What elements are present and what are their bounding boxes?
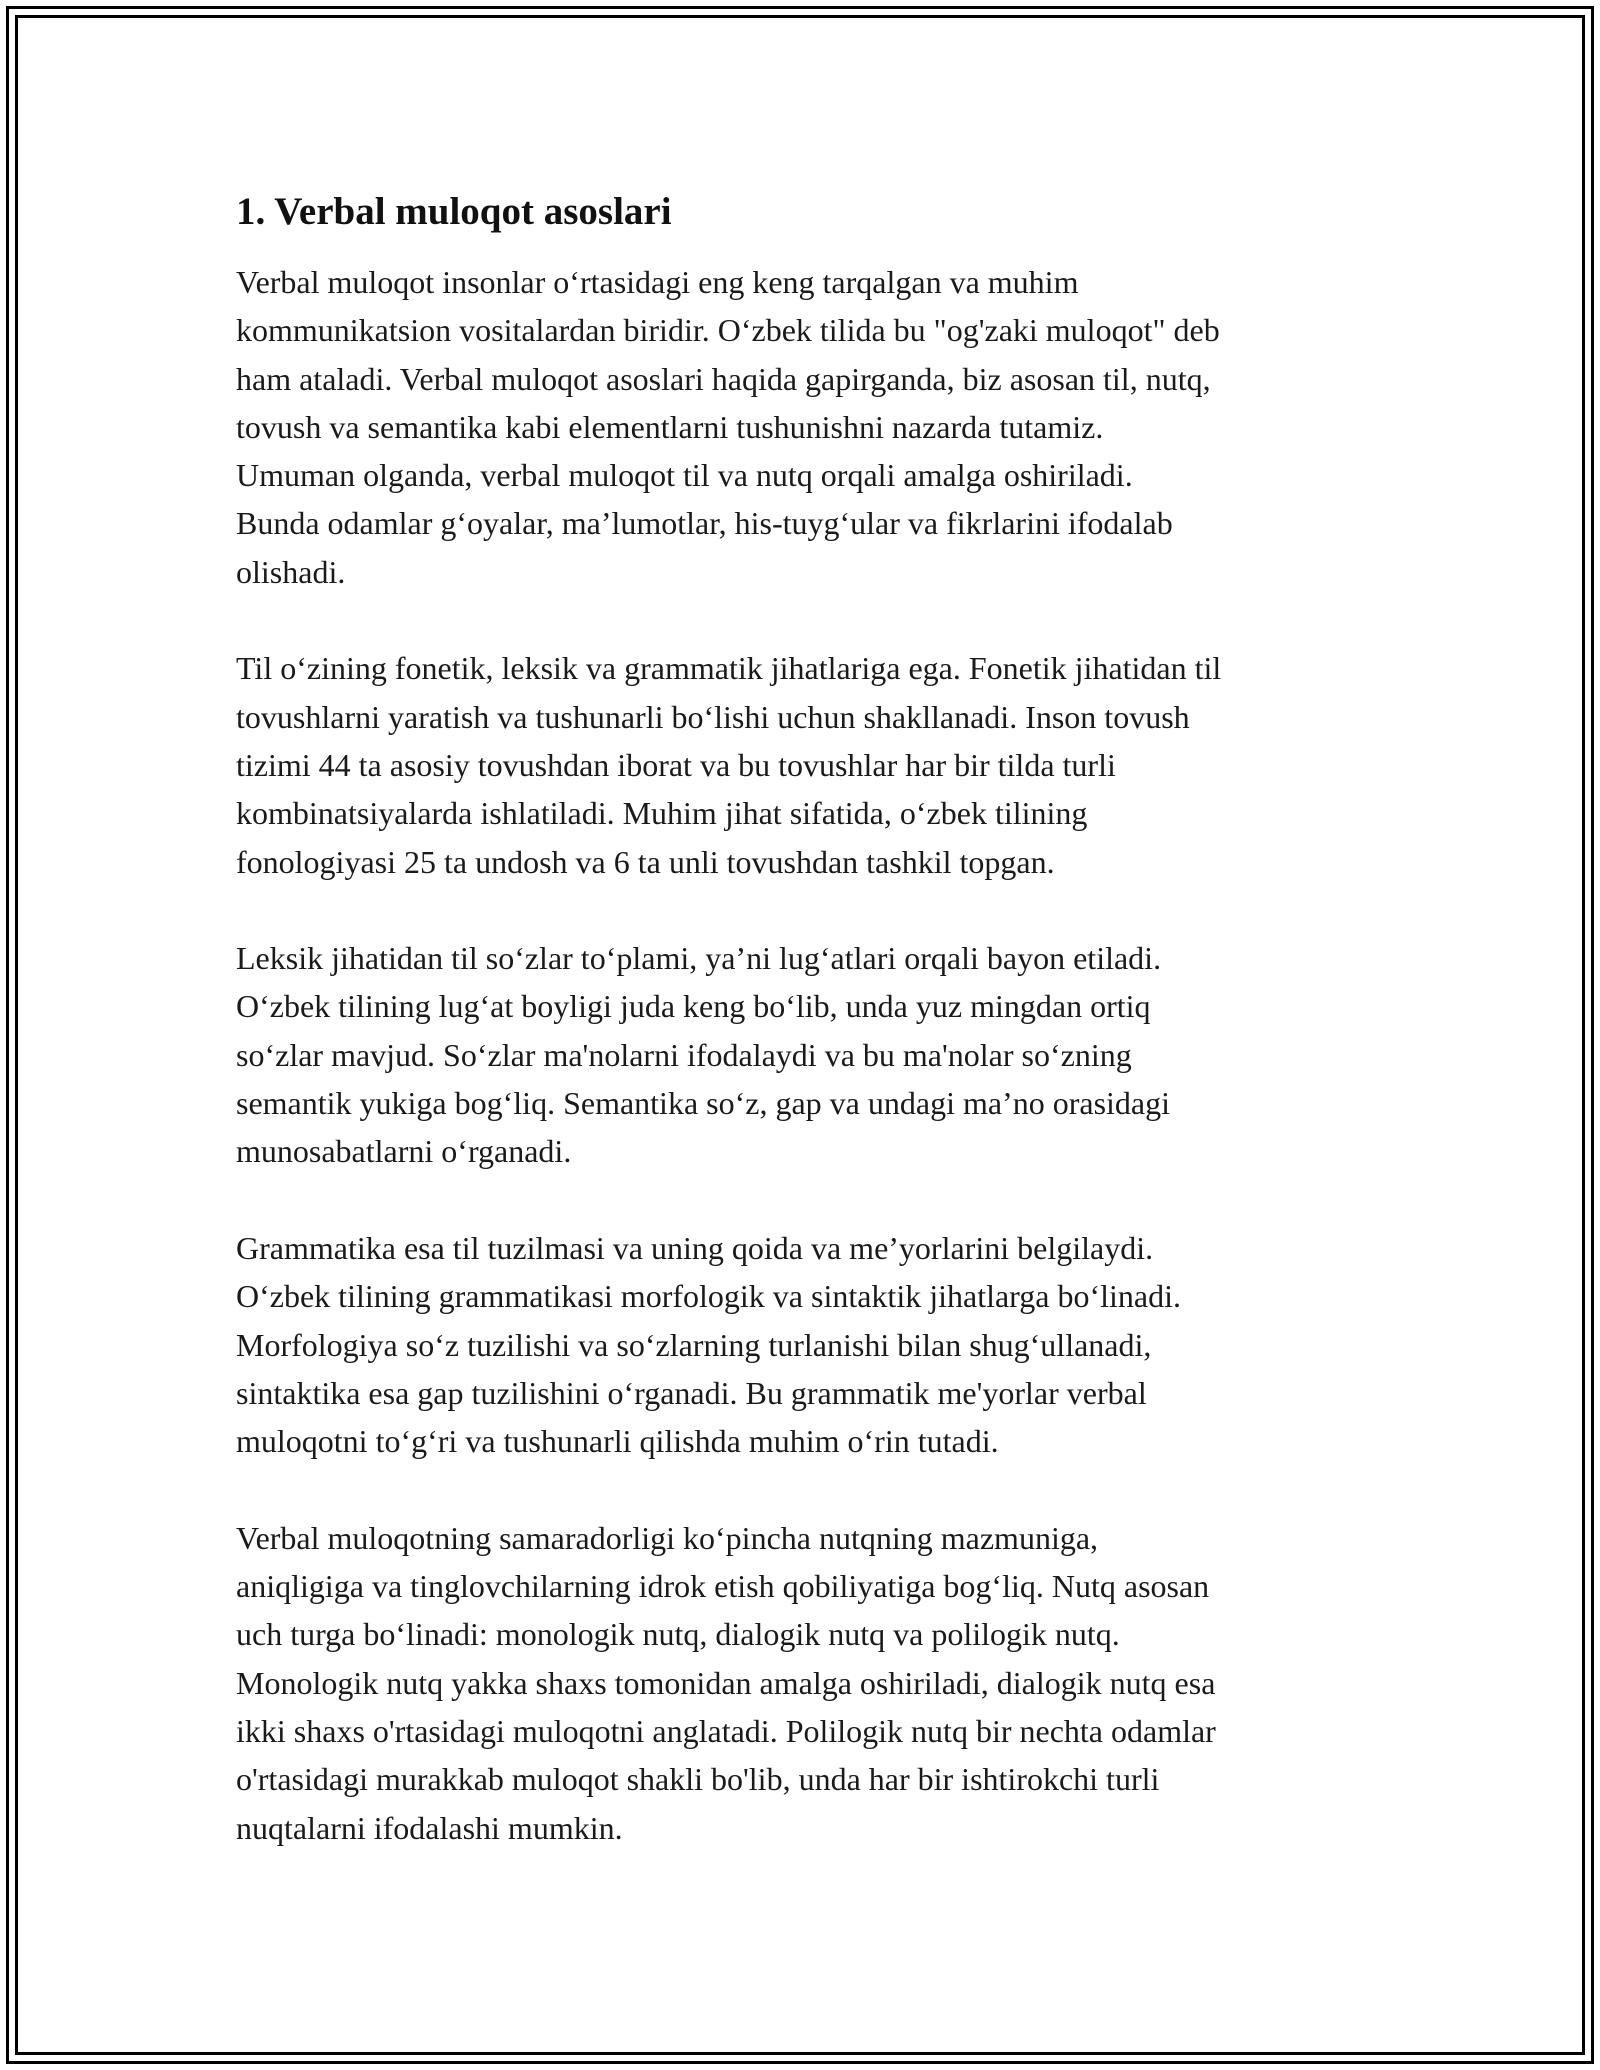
paragraph-1: Verbal muloqot insonlar o‘rtasidagi eng keng tarqalgan va muhim kommunikatsion vositalardan biridir. O‘zbek tilida bu "og'zaki muloqot" deb ham ataladi. Verbal muloqot asoslari haqida gapirganda, biz asosan til, nutq, tovush va semantika kabi elementlarni tushunishni nazarda tutamiz. Umuman olganda, verbal muloqot til va nutq orqali amalga oshiriladi. Bunda odamlar g‘oyalar, ma’lumotlar, his-tuyg‘ular va fikrlarini ifodalab olishadi. [236, 264, 1220, 590]
paragraph-4: Grammatika esa til tuzilmasi va uning qoida va me’yorlarini belgilaydi. O‘zbek tilining grammatikasi morfologik va sintaktik jihatlarga bo‘linadi. Morfologiya so‘z tuzilishi va so‘zlarning turlanishi bilan shug‘ullanadi, sintaktika esa gap tuzilishini o‘rganadi. Bu grammatik me'yorlar verbal muloqotni to‘g‘ri va tushunarli qilishda muhim o‘rin tutadi. [236, 1229, 1181, 1460]
paragraph-2: Til o‘zining fonetik, leksik va grammatik jihatlariga ega. Fonetik jihatidan til tovushlarni yaratish va tushunarli bo‘lishi uchun shakllanadi. Inson tovush tizimi 44 ta asosiy tovushdan iborat va bu tovushlar har bir tilda turli kombinatsiyalarda ishlatiladi. Muhim jihat sifatida, o‘zbek tilining fonologiyasi 25 ta undosh va 6 ta unli tovushdan tashkil topgan. [236, 650, 1222, 880]
section-heading: 1. Verbal muloqot asoslari [236, 190, 672, 233]
document-body [236, 188, 1376, 1900]
paragraph-5: Verbal muloqotning samaradorligi ko‘pincha nutqning mazmuniga, aniqligiga va tinglovchilarning idrok etish qobiliyatiga bog‘liq. Nutq asosan uch turga bo‘linadi: monologik nutq, dialogik nutq va polilogik nutq. Monologik nutq yakka shaxs tomonidan amalga oshiriladi, dialogik nutq esa ikki shaxs o'rtasidagi muloqotni anglatadi. Polilogik nutq bir nechta odamlar o'rtasidagi murakkab muloqot shakli bo'lib, unda har bir ishtirokchi turli nuqtalarni ifodalashi mumkin. [236, 1519, 1216, 1846]
paragraph-3: Leksik jihatidan til so‘zlar to‘plami, ya’ni lug‘atlari orqali bayon etiladi. O‘zbek tilining lug‘at boyligi juda keng bo‘lib, unda yuz mingdan ortiq so‘zlar mavjud. So‘zlar ma'nolarni ifodalaydi va bu ma'nolar so‘zning semantik yukiga bog‘liq. Semantika so‘z, gap va undagi ma’no orasidagi munosabatlarni o‘rganadi. [236, 940, 1170, 1170]
